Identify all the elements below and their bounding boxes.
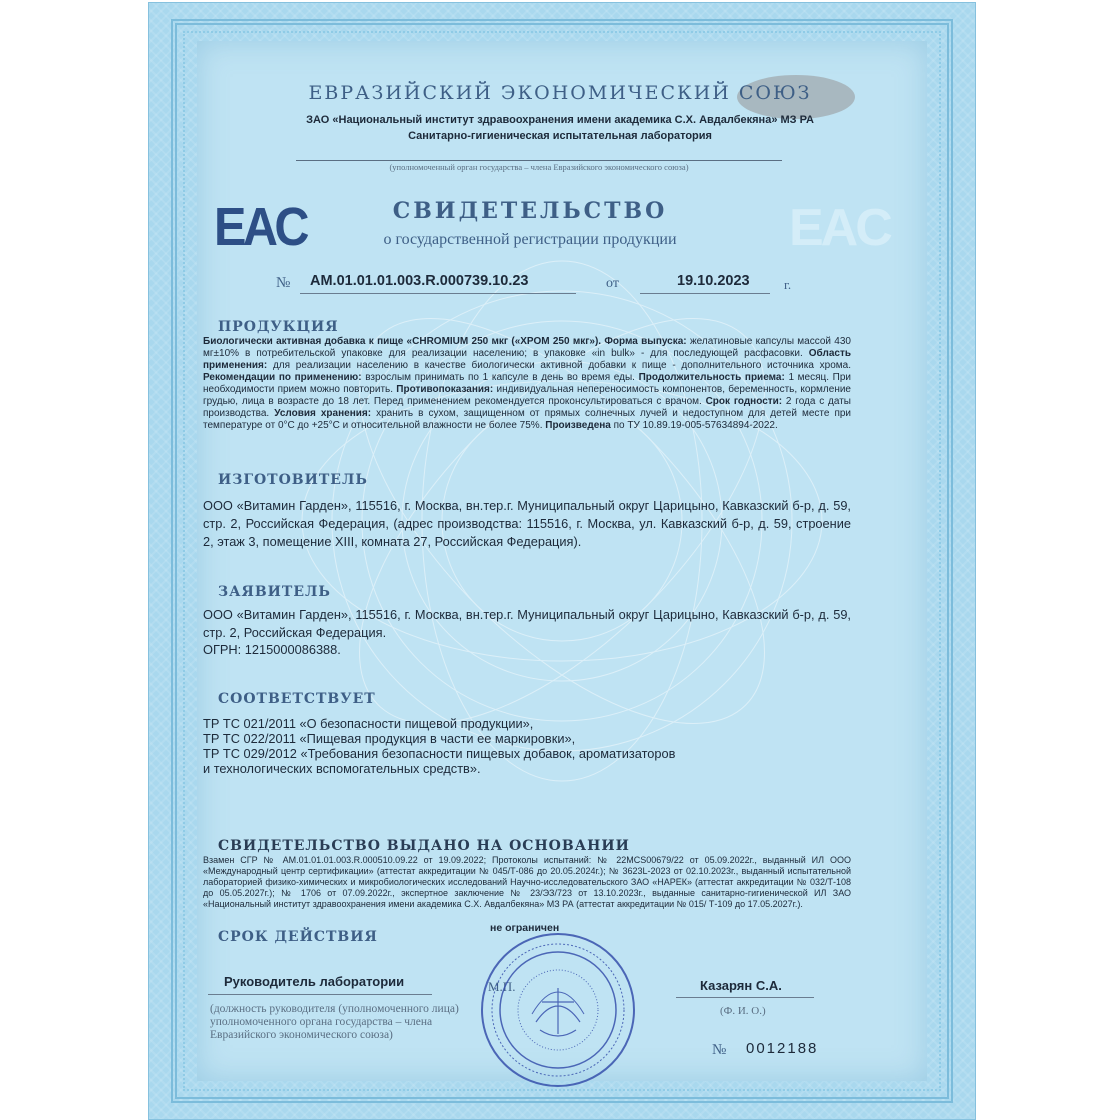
authority-line <box>296 160 782 161</box>
product-segment: 2 года с даты производства. <box>203 396 851 419</box>
validity-heading: СРОК ДЕЙСТВИЯ <box>218 929 378 945</box>
compliance-item: ТР ТС 022/2011 «Пищевая продукция в части ее маркировки», <box>203 731 576 746</box>
authority-note: (уполномоченный орган государства – члена Евразийского экономического союза) <box>389 162 689 172</box>
product-segment: Произведена <box>545 420 614 431</box>
position-note: (должность руководителя (уполномоченного лица) уполномоченного органа государства – члена Евразийского экономического союза) <box>210 1003 459 1041</box>
reg-date-line <box>640 293 770 294</box>
institute-name: ЗАО «Национальный институт здравоохранения имени академика С.Х. Авдалбекяна» МЗ РА <box>306 114 814 126</box>
product-segment: желатиновые капсулы массой 430 мг±10% в потребительской упаковке для реализации населению; в упаковке «in bulk» - для последующей расфасовки. <box>203 336 851 359</box>
eac-watermark: EAC <box>789 199 890 257</box>
manufacturer-heading: ИЗГОТОВИТЕЛЬ <box>218 472 368 488</box>
eac-logo: EAC <box>214 197 306 257</box>
fio-label: (Ф. И. О.) <box>720 1005 766 1017</box>
reg-date: 19.10.2023 <box>677 273 750 289</box>
product-segment: Область применения: <box>203 348 851 371</box>
position-line <box>208 994 432 995</box>
certificate-subtitle: о государственной регистрации продукции <box>383 231 677 248</box>
signatory-position: Руководитель лаборатории <box>224 974 405 989</box>
reg-number-line <box>300 293 576 294</box>
product-heading: ПРОДУКЦИЯ <box>218 319 339 335</box>
product-segment: Противопоказания: <box>396 384 497 395</box>
product-segment: Форма выпуска: <box>604 336 690 347</box>
name-line <box>676 997 814 998</box>
applicant-heading: ЗАЯВИТЕЛЬ <box>218 584 331 600</box>
basis-heading: СВИДЕТЕЛЬСТВО ВЫДАНО НА ОСНОВАНИИ <box>218 838 630 854</box>
product-segment: взрослым принимать по 1 капсуле в день во время еды. <box>365 372 639 383</box>
compliance-list <box>203 716 675 776</box>
product-segment: индивидуальная непереносимость компонентов, беременность, кормление грудью, лица в возрасте до 18 лет. Перед применением рекомендуется проконсультироваться с врачом. <box>203 384 851 407</box>
product-segment: Условия хранения: <box>274 408 377 419</box>
product-segment: Биологически активная добавка к пище «CHROMIUM 250 мкг («ХРОМ 250 мкг»). <box>203 336 605 347</box>
product-description <box>203 336 851 432</box>
reg-number: AM.01.01.01.003.R.000739.10.23 <box>310 273 529 289</box>
serial-label: № <box>712 1042 727 1058</box>
basis-text: Взамен СГР № AM.01.01.01.003.R.000510.09.22 от 19.09.2022; Протоколы испытаний: № 22MCS00679/22 от 05.09.2022г., выданный ИЛ ООО «Международный центр сертификации» (аттестат аккредитации № 045/Т-086 до 20.05.2024г.); № 3623L-2023 от 02.10.2023г., выданный испытательной лабораторией физико-химических и микробиологических исследований Научно-исследовательского ЗАО «НАРЕК» (аттестат аккредитации № 032/Т-108 до 05.05.2027г.); № 1706 от 07.09.2022г., экспертное заключение № 23/ЭЗ/723 от 13.10.2023г., выданные санитарно-гигиенической ИЛ ЗАО «Национальный институт здравоохранения имени академика С.Х. Авдалбекяна» МЗ РА (аттестат аккредитации № 015/ Т-109 до 17.05.2027г.). <box>203 855 851 909</box>
union-title: ЕВРАЗИЙСКИЙ ЭКОНОМИЧЕСКИЙ СОЮЗ <box>308 82 812 104</box>
compliance-item: и технологических вспомогательных средств». <box>203 761 481 776</box>
serial-number: 0012188 <box>746 1040 819 1057</box>
year-suffix: г. <box>784 277 792 292</box>
product-segment: по ТУ 10.89.19-005-57634894-2022. <box>613 420 778 431</box>
validity-value: не ограничен <box>490 922 560 934</box>
product-segment: Продолжительность приема: <box>638 372 789 383</box>
manufacturer-text: ООО «Витамин Гарден», 115516, г. Москва, вн.тер.г. Муниципальный округ Царицыно, Кавказский б-р, д. 59, стр. 2, Российская Федерация, (адрес производства: 115516, г. Москва, ул. Кавказский б-р, д. 59, строение 2, этаж 3, помещение XIII, комната 27, Российская Федерация). <box>203 498 851 549</box>
applicant-ogrn: ОГРН: 1215000086388. <box>203 642 341 657</box>
laboratory-name: Санитарно-гигиеническая испытательная лаборатория <box>408 130 712 142</box>
date-label: от <box>606 276 619 291</box>
product-segment: хранить в сухом, защищенном от прямых солнечных лучей и недоступном для детей месте при температуре от 0°С до +25°С и относительной влажности не более 75%. <box>203 408 852 431</box>
signatory-name: Казарян С.А. <box>700 978 782 993</box>
compliance-heading: СООТВЕТСТВУЕТ <box>218 691 376 707</box>
mp-mark: М.П. <box>488 979 516 994</box>
applicant-text: ООО «Витамин Гарден», 115516, г. Москва, вн.тер.г. Муниципальный округ Царицыно, Кавказский б-р, д. 59, стр. 2, Российская Федерация. <box>203 607 851 640</box>
certificate-title: СВИДЕТЕЛЬСТВО <box>392 198 668 224</box>
compliance-item: ТР ТС 021/2011 «О безопасности пищевой продукции», <box>203 716 534 731</box>
reg-number-label: № <box>276 275 291 291</box>
guilloche-pattern <box>197 41 927 1081</box>
product-segment: для реализации населению в качестве биологически активной добавки к пище - дополнительного источника хрома. <box>272 360 851 371</box>
round-seal-stamp <box>478 930 638 1090</box>
product-segment: Срок годности: <box>705 396 786 407</box>
product-segment: 1 месяц. При необходимости прием можно повторить. <box>203 372 851 395</box>
product-segment: Рекомендации по применению: <box>203 372 366 383</box>
compliance-item: ТР ТС 029/2012 «Требования безопасности пищевых добавок, ароматизаторов <box>203 746 676 761</box>
